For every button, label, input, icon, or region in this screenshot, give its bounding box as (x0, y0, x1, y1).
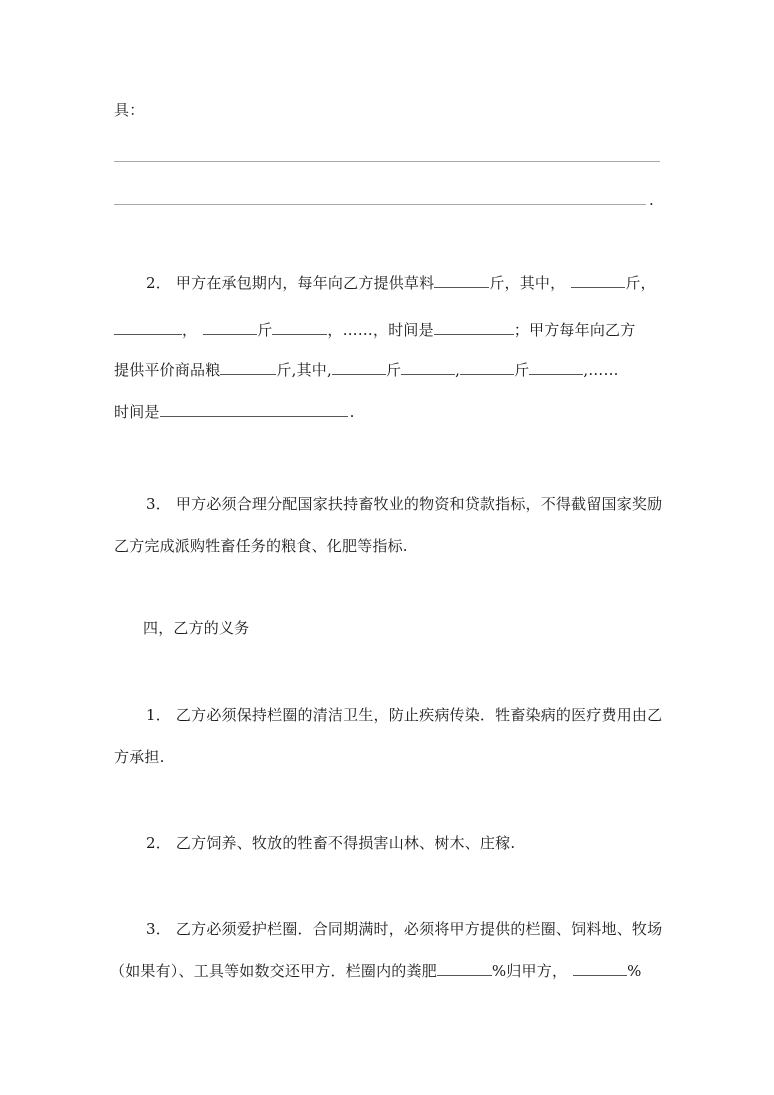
section-4-heading (143, 618, 249, 638)
item-text: %归甲方， (491, 962, 568, 980)
item-number: 3． (146, 920, 171, 938)
top-label-text: 具： (114, 101, 145, 119)
item-text: % (627, 962, 642, 980)
item-1-line-2 (114, 747, 165, 767)
fill-in-rule (114, 204, 646, 205)
clause-text: 斤 (257, 321, 273, 339)
item-text: （如果有）、工具等如数交还甲方．栏圈内的粪肥 (110, 962, 437, 980)
fill-in-blank[interactable] (114, 320, 182, 335)
clause-text: 斤,其中, (276, 361, 332, 379)
clause-2-line-2 (114, 320, 635, 340)
clause-text: , (455, 361, 461, 379)
clause-text: ；甲方每年向乙方 (513, 321, 636, 339)
clause-text: 时间是 (114, 403, 160, 421)
fill-in-blank[interactable] (571, 273, 625, 288)
clause-2-line-4 (114, 402, 355, 422)
fill-in-blank[interactable] (332, 360, 386, 375)
clause-3-line-2 (114, 536, 408, 556)
item-1-line-1 (146, 705, 662, 725)
item-3-line-1 (146, 919, 662, 939)
item-text: 方承担. (114, 748, 165, 766)
clause-text: 甲方在承包期内，每年向乙方提供草料 (175, 274, 435, 292)
fill-in-blank[interactable] (160, 402, 348, 417)
rule-end-period: . (649, 191, 654, 209)
item-text: 乙方必须爱护栏圈．合同期满时，必须将甲方提供的栏圈、饲料地、牧场 (175, 920, 663, 938)
clause-2-line-3 (114, 360, 619, 380)
item-number: 1． (146, 706, 171, 724)
fill-in-blank[interactable] (437, 961, 492, 976)
fill-in-blank[interactable] (573, 961, 627, 976)
clause-text: ，……，时间是 (327, 321, 434, 339)
fill-in-blank[interactable] (529, 360, 583, 375)
item-3-line-2 (110, 961, 642, 981)
fill-in-blank[interactable] (272, 320, 327, 335)
section-heading-text: 四，乙方的义务 (143, 619, 250, 637)
fill-in-rule (114, 161, 660, 162)
clause-text: ， (182, 321, 198, 339)
fill-in-blank[interactable] (460, 360, 514, 375)
clause-2-line-1 (146, 273, 656, 293)
item-text: 乙方必须保持栏圈的清洁卫生，防止疾病传染．牲畜染病的医疗费用由乙 (175, 706, 663, 724)
clause-number: 3． (146, 495, 171, 513)
fill-in-blank[interactable] (203, 320, 257, 335)
fill-in-blank[interactable] (401, 360, 455, 375)
clause-text: 斤 (385, 361, 402, 379)
fill-in-blank[interactable] (220, 360, 276, 375)
item-2-line-1 (146, 833, 515, 853)
clause-text: 甲方必须合理分配国家扶持畜牧业的物资和贷款指标，不得截留国家奖励 (175, 495, 663, 513)
clause-text: 斤，其中， (489, 274, 566, 292)
clause-text: 提供平价商品粮 (114, 361, 221, 379)
clause-3-line-1 (146, 494, 662, 514)
clause-number: 2． (146, 274, 171, 292)
top-label (114, 100, 144, 120)
item-text: 乙方饲养、牧放的牲畜不得损害山林、树木、庄稼. (175, 834, 516, 852)
clause-text: 斤， (625, 274, 656, 292)
clause-text: ,…… (583, 361, 619, 379)
fill-in-blank[interactable] (434, 273, 489, 288)
clause-text: 斤 (514, 361, 530, 379)
item-number: 2． (146, 834, 171, 852)
fill-in-blank[interactable] (434, 320, 514, 335)
clause-text: 乙方完成派购牲畜任务的粮食、化肥等指标. (114, 537, 408, 555)
clause-text: . (349, 403, 355, 421)
